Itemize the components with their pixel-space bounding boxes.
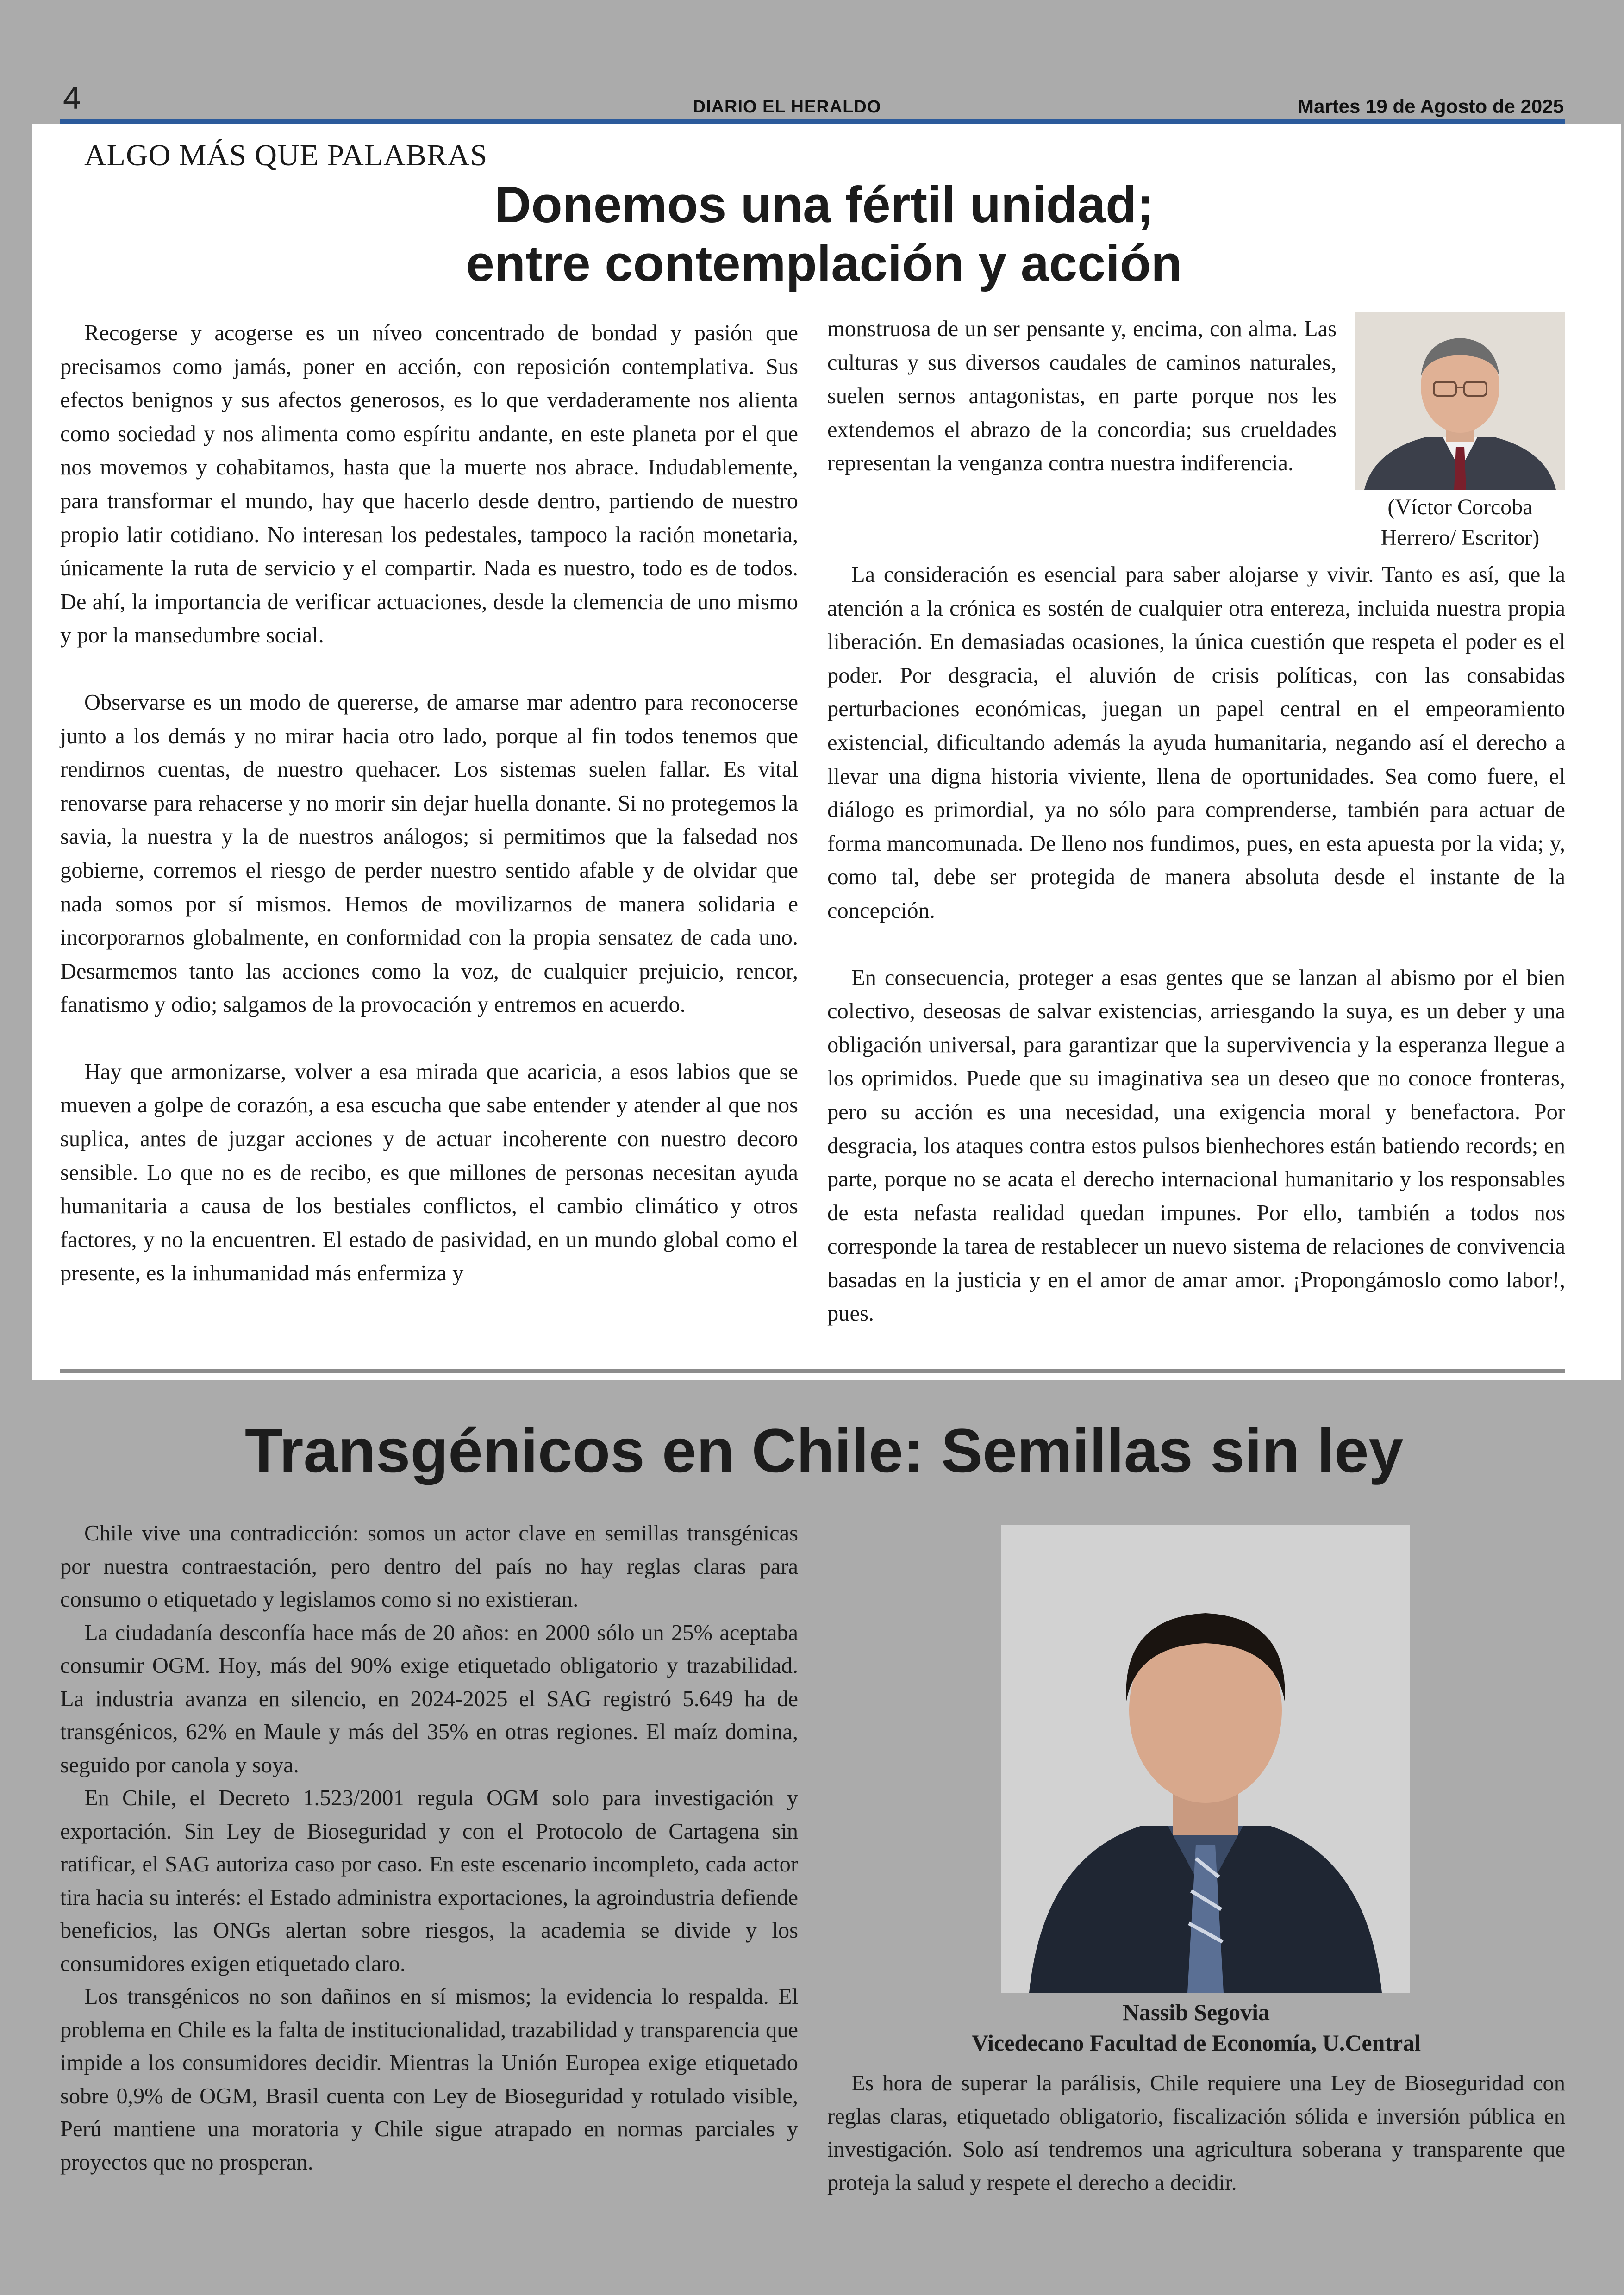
author-portrait-icon <box>1355 312 1565 490</box>
paragraph: En Chile, el Decreto 1.523/2001 regula OGM solo para investigación y exportación. Sin Ley de Bioseguridad y con el Protocolo de Cartagena sin ratificar, el SAG autoriza caso por caso. En este escenario incompleto, cada actor tira hacia su interés: el Estado administra exportaciones, la agroindustria defiende beneficios, las ONGs alertan sobre riesgos, la academia se divide y los consumidores exigen etiquetado claro. <box>60 1786 798 1976</box>
paragraph: Recogerse y acogerse es un níveo concentrado de bondad y pasión que precisamos como jamás, poner en acción, con reposición contemplativa. Sus efectos benignos y sus afectos generosos, es lo que verdaderamente nos alienta como sociedad y nos alimenta como espíritu andante, en este planeta por el que nos movemos y cohabitamos, hasta que la muerte nos abrace. Indudablemente, para transformar el mundo, hay que hacerlo desde dentro, partiendo de nuestro propio latir cotidiano. No interesan los pedestales, tampoco la ración monetaria, únicamente la ruta de servicio y el compartir. Nada es nuestro, todo es de todos. De ahí, la importancia de verificar actuaciones, desde la clemencia de uno mismo y por la mansedumbre social. <box>60 321 798 648</box>
article1-headline-line1: Donemos una fértil unidad; <box>494 176 1154 233</box>
header-rule <box>60 119 1565 124</box>
newspaper-name: DIARIO EL HERALDO <box>693 97 881 117</box>
author-role: Vicedecano Facultad de Economía, U.Central <box>971 2030 1421 2056</box>
paragraph: Es hora de superar la parálisis, Chile requiere una Ley de Bioseguridad con reglas claras, etiquetado obligatorio, fiscalización sólida e inversión pública en investigación. Solo así tendremos una agricultura soberana y transparente que proteja la salud y respete el derecho a decidir. <box>827 2071 1565 2195</box>
author-photo <box>1355 312 1565 490</box>
article1-column-right-top <box>827 312 1337 480</box>
section-label: ALGO MÁS QUE PALABRAS <box>84 138 488 172</box>
article2-headline: Transgénicos en Chile: Semillas sin ley <box>244 1416 1404 1485</box>
article1-column-right <box>827 558 1565 1331</box>
paragraph: Chile vive una contradicción: somos un actor clave en semillas transgénicas por nuestra contraestación, pero dentro del país no hay reglas claras para consumo o etiquetado y legislamos como si no existieran. <box>60 1521 798 1612</box>
page-number: 4 <box>63 80 81 116</box>
article2-column-left <box>60 1517 798 2179</box>
author-portrait-icon <box>1001 1525 1410 1993</box>
article1-column-left <box>60 317 798 1291</box>
author-credit-line2: Herrero/ Escritor) <box>1380 525 1540 550</box>
author-credit <box>1352 492 1568 553</box>
publication-date: Martes 19 de Agosto de 2025 <box>1298 95 1564 117</box>
paragraph: La ciudadanía desconfía hace más de 20 años: en 2000 sólo un 25% aceptaba consumir OGM. Hoy, más del 90% exige etiquetado obligatorio y trazabilidad. La industria avanza en silencio, en 2024-2025 el SAG registró 5.649 ha de transgénicos, 62% en Maule y más del 35% en otras regiones. El maíz domina, seguido por canola y soya. <box>60 1620 798 1777</box>
paragraph: Hay que armonizarse, volver a esa mirada que acaricia, a esos labios que se mueven a golpe de corazón, a esa escucha que sabe entender y atender al que nos suplica, antes de juzgar acciones y de actuar incoherente con nuestro decoro sensible. Lo que no es de recibo, es que millones de personas necesitan ayuda humanitaria a causa de los bestiales conflictos, el cambio climático y otros factores, y no la encuentren. El estado de pasividad, en un mundo global como el presente, es la inhumanidad más enfermiza y <box>60 1059 798 1286</box>
paragraph: En consecuencia, proteger a esas gentes que se lanzan al abismo por el bien colectivo, deseosas de salvar existencias, arriesgando la suya, es un deber y una obligación universal, para garantizar que la supervivencia y la esperanza llegue a los oprimidos. Puede que su imaginativa sea un deseo que no conoce fronteras, pero su acción es una necesidad, una exigencia moral y benefactora. Por desgracia, los ataques contra estos pulsos bienhechores están batiendo records; en parte, porque no se acata el derecho internacional humanitario y los responsables de esta nefasta realidad quedan impunes. Por ello, también a todos nos corresponde la tarea de restablecer un nuevo sistema de relaciones de convivencia basadas en la justicia y en el amor de amar amor. ¡Propongámoslo como labor!, pues. <box>827 965 1565 1326</box>
paragraph: Los transgénicos no son dañinos en sí mismos; la evidencia lo respalda. El problema en Chile es la falta de institucionalidad, trazabilidad y transparencia que impide a los consumidores decidir. Mientras la Unión Europea exige etiquetado sobre 0,9% de OGM, Brasil cuenta con Ley de Bioseguridad y rotulado visible, Perú mantiene una moratoria y Chile sigue atrapado en normas parciales y proyectos que no prosperan. <box>60 1984 798 2175</box>
author-photo <box>1001 1525 1410 1993</box>
paragraph: Observarse es un modo de quererse, de amarse mar adentro para reconocerse junto a los demás y no mirar hacia otro lado, porque al fin todos tenemos que rendirnos cuentas, de nuestro quehacer. Los sistemas suelen fallar. Es vital renovarse para rehacerse y no morir sin dejar huella donante. Si no protegemos la savia, la nuestra y la de nuestros análogos; si permitimos que la falsedad nos gobierne, corremos el riesgo de perder nuestro sentido afable y de olvidar que nada somos por sí mismos. Hemos de movilizarnos de manera solidaria e incorporarnos globalmente, en conformidad con la propia sensatez de cada uno. Desarmemos tanto las acciones como la voz, de cualquier prejuicio, rencor, fanatismo y odio; salgamos de la provocación y entremos en acuerdo. <box>60 690 798 1017</box>
author-credit-line1: (Víctor Corcoba <box>1387 495 1533 519</box>
article2-column-right <box>827 2067 1565 2199</box>
article-divider <box>60 1369 1565 1373</box>
paragraph: monstruosa de un ser pensante y, encima, con alma. Las culturas y sus diversos caudales de caminos naturales, suelen sernos antagonistas, en parte porque nos les extendemos el abrazo de la concordia; sus crueldades representan la venganza contra nuestra indiferencia. <box>827 317 1337 476</box>
article1-headline-line2: entre contemplación y acción <box>466 235 1182 292</box>
paragraph: La consideración es esencial para saber alojarse y vivir. Tanto es así, que la atención a la crónica es sostén de cualquier otra entereza, incluida nuestra propia liberación. En demasiadas ocasiones, la única cuestión que respeta el poder es el poder. Por desgracia, el aluvión de crisis políticas, con las consabidas perturbaciones económicas, juegan un papel central en el empeoramiento existencial, dificultando además la ayuda humanitaria, negando así el derecho a llevar una digna historia viviente, llena de oportunidades. Sea como fuere, el diálogo es primordial, ya no sólo para comprenderse, también para actuar de forma mancomunada. De lleno nos fundimos, pues, en esta apuesta por la vida; y, como tal, debe ser protegida de manera absoluta desde el instante de la concepción. <box>827 562 1565 923</box>
author-name: Nassib Segovia <box>1122 1999 1270 2025</box>
